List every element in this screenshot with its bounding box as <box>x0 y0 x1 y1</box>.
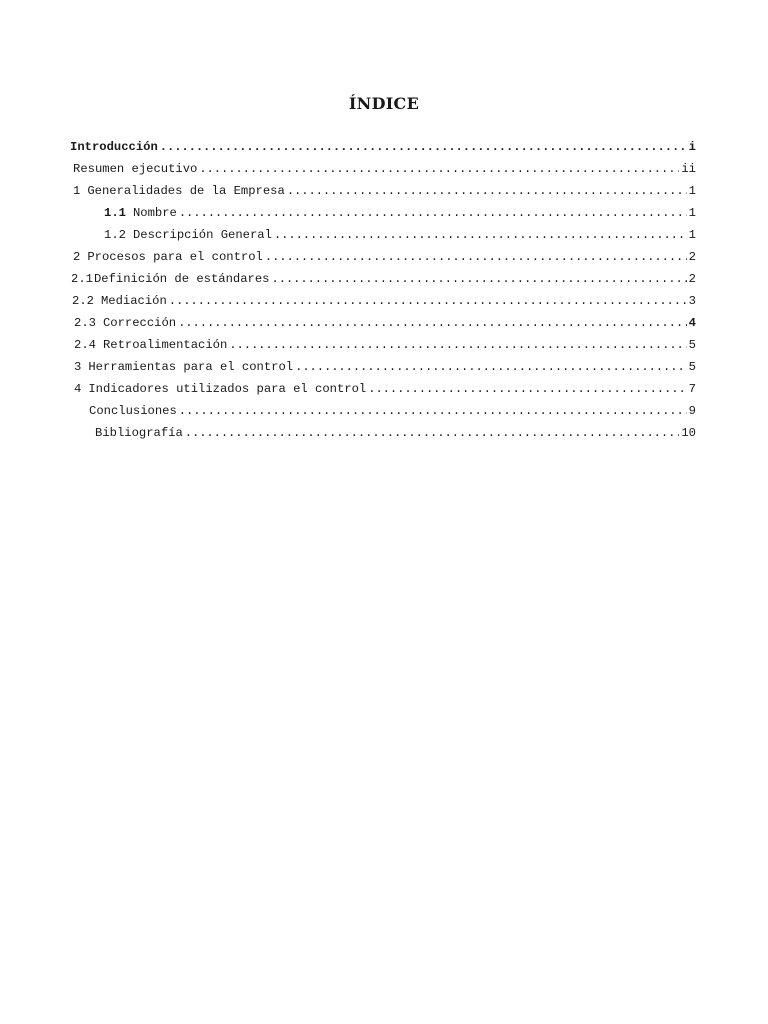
toc-entry-page: 2 <box>688 272 696 286</box>
toc-entry-page: 5 <box>688 360 696 374</box>
toc-entry-indicadores[interactable] <box>74 382 696 402</box>
toc-leader <box>295 360 687 374</box>
toc-entry-procesos-control[interactable] <box>73 250 696 270</box>
toc-entry-label: Indicadores utilizados para el control <box>88 382 367 396</box>
toc-leader <box>274 228 687 242</box>
toc-entry-label: Procesos para el control <box>87 250 263 264</box>
toc-entry-nombre[interactable] <box>104 206 696 226</box>
toc-entry-label: Resumen ejecutivo <box>73 162 198 176</box>
toc-leader <box>287 184 687 198</box>
toc-entry-retroalimentacion[interactable] <box>74 338 696 358</box>
toc-entry-number: 2.2 <box>72 294 94 308</box>
toc-entry-page: i <box>688 140 696 154</box>
toc-entry-number: 1.2 <box>104 228 126 242</box>
toc-entry-label: Conclusiones <box>89 404 177 418</box>
toc-leader <box>265 250 687 264</box>
toc-entry-bibliografia[interactable] <box>95 426 696 446</box>
toc-leader <box>199 162 679 176</box>
toc-leader <box>229 338 686 352</box>
toc-leader <box>169 294 687 308</box>
toc-entry-page: ii <box>681 162 696 176</box>
toc-entry-label: Bibliografía <box>95 426 183 440</box>
toc-entry-page: 4 <box>688 316 696 330</box>
toc-entry-page: 10 <box>681 426 696 440</box>
toc-leader <box>179 206 687 220</box>
toc-entry-generalidades[interactable] <box>73 184 696 204</box>
toc-entry-label: Corrección <box>102 316 177 330</box>
toc-entry-resumen-ejecutivo[interactable] <box>73 162 696 182</box>
toc-entry-descripcion-general[interactable] <box>104 228 696 248</box>
page-title: ÍNDICE <box>348 94 420 113</box>
toc-entry-number: 2 <box>73 250 81 264</box>
toc-leader <box>368 382 686 396</box>
toc-entry-herramientas-control[interactable] <box>74 360 696 380</box>
toc-entry-mediacion[interactable] <box>72 294 696 314</box>
toc-entry-introduccion[interactable] <box>70 140 696 160</box>
toc-entry-page: 9 <box>688 404 696 418</box>
toc-entry-label: Introducción <box>70 140 158 154</box>
toc-entry-label: Mediación <box>100 294 167 308</box>
toc-entry-page: 2 <box>688 250 696 264</box>
toc-entry-label: Generalidades de la Empresa <box>87 184 285 198</box>
toc-entry-label: Retroalimentación <box>102 338 228 352</box>
toc-entry-page: 7 <box>688 382 696 396</box>
toc-entry-conclusiones[interactable] <box>89 404 696 424</box>
toc-entry-page: 1 <box>688 206 696 220</box>
toc-entry-number: 1.1 <box>104 206 126 220</box>
toc-leader <box>179 404 687 418</box>
toc-entry-label: Definición de estándares <box>93 272 270 286</box>
toc-leader <box>271 272 686 286</box>
toc-leader <box>160 140 687 154</box>
toc-entry-number: 4 <box>74 382 82 396</box>
toc-entry-page: 1 <box>688 184 696 198</box>
toc-entry-page: 3 <box>688 294 696 308</box>
toc-entry-definicion-estandares[interactable] <box>71 272 696 292</box>
toc-entry-number: 2.1 <box>71 272 93 286</box>
toc-leader <box>185 426 680 440</box>
toc-entry-label: Nombre <box>132 206 177 220</box>
toc-entry-number: 2.4 <box>74 338 96 352</box>
toc-entry-label: Descripción General <box>132 228 272 242</box>
toc-leader <box>178 316 687 330</box>
toc-entry-correccion[interactable] <box>74 316 696 336</box>
toc-entry-page: 5 <box>688 338 696 352</box>
toc-entry-number: 2.3 <box>74 316 96 330</box>
toc-entry-number: 1 <box>73 184 81 198</box>
toc-entry-number: 3 <box>74 360 82 374</box>
toc-entry-page: 1 <box>688 228 696 242</box>
toc-entry-label: Herramientas para el control <box>88 360 294 374</box>
